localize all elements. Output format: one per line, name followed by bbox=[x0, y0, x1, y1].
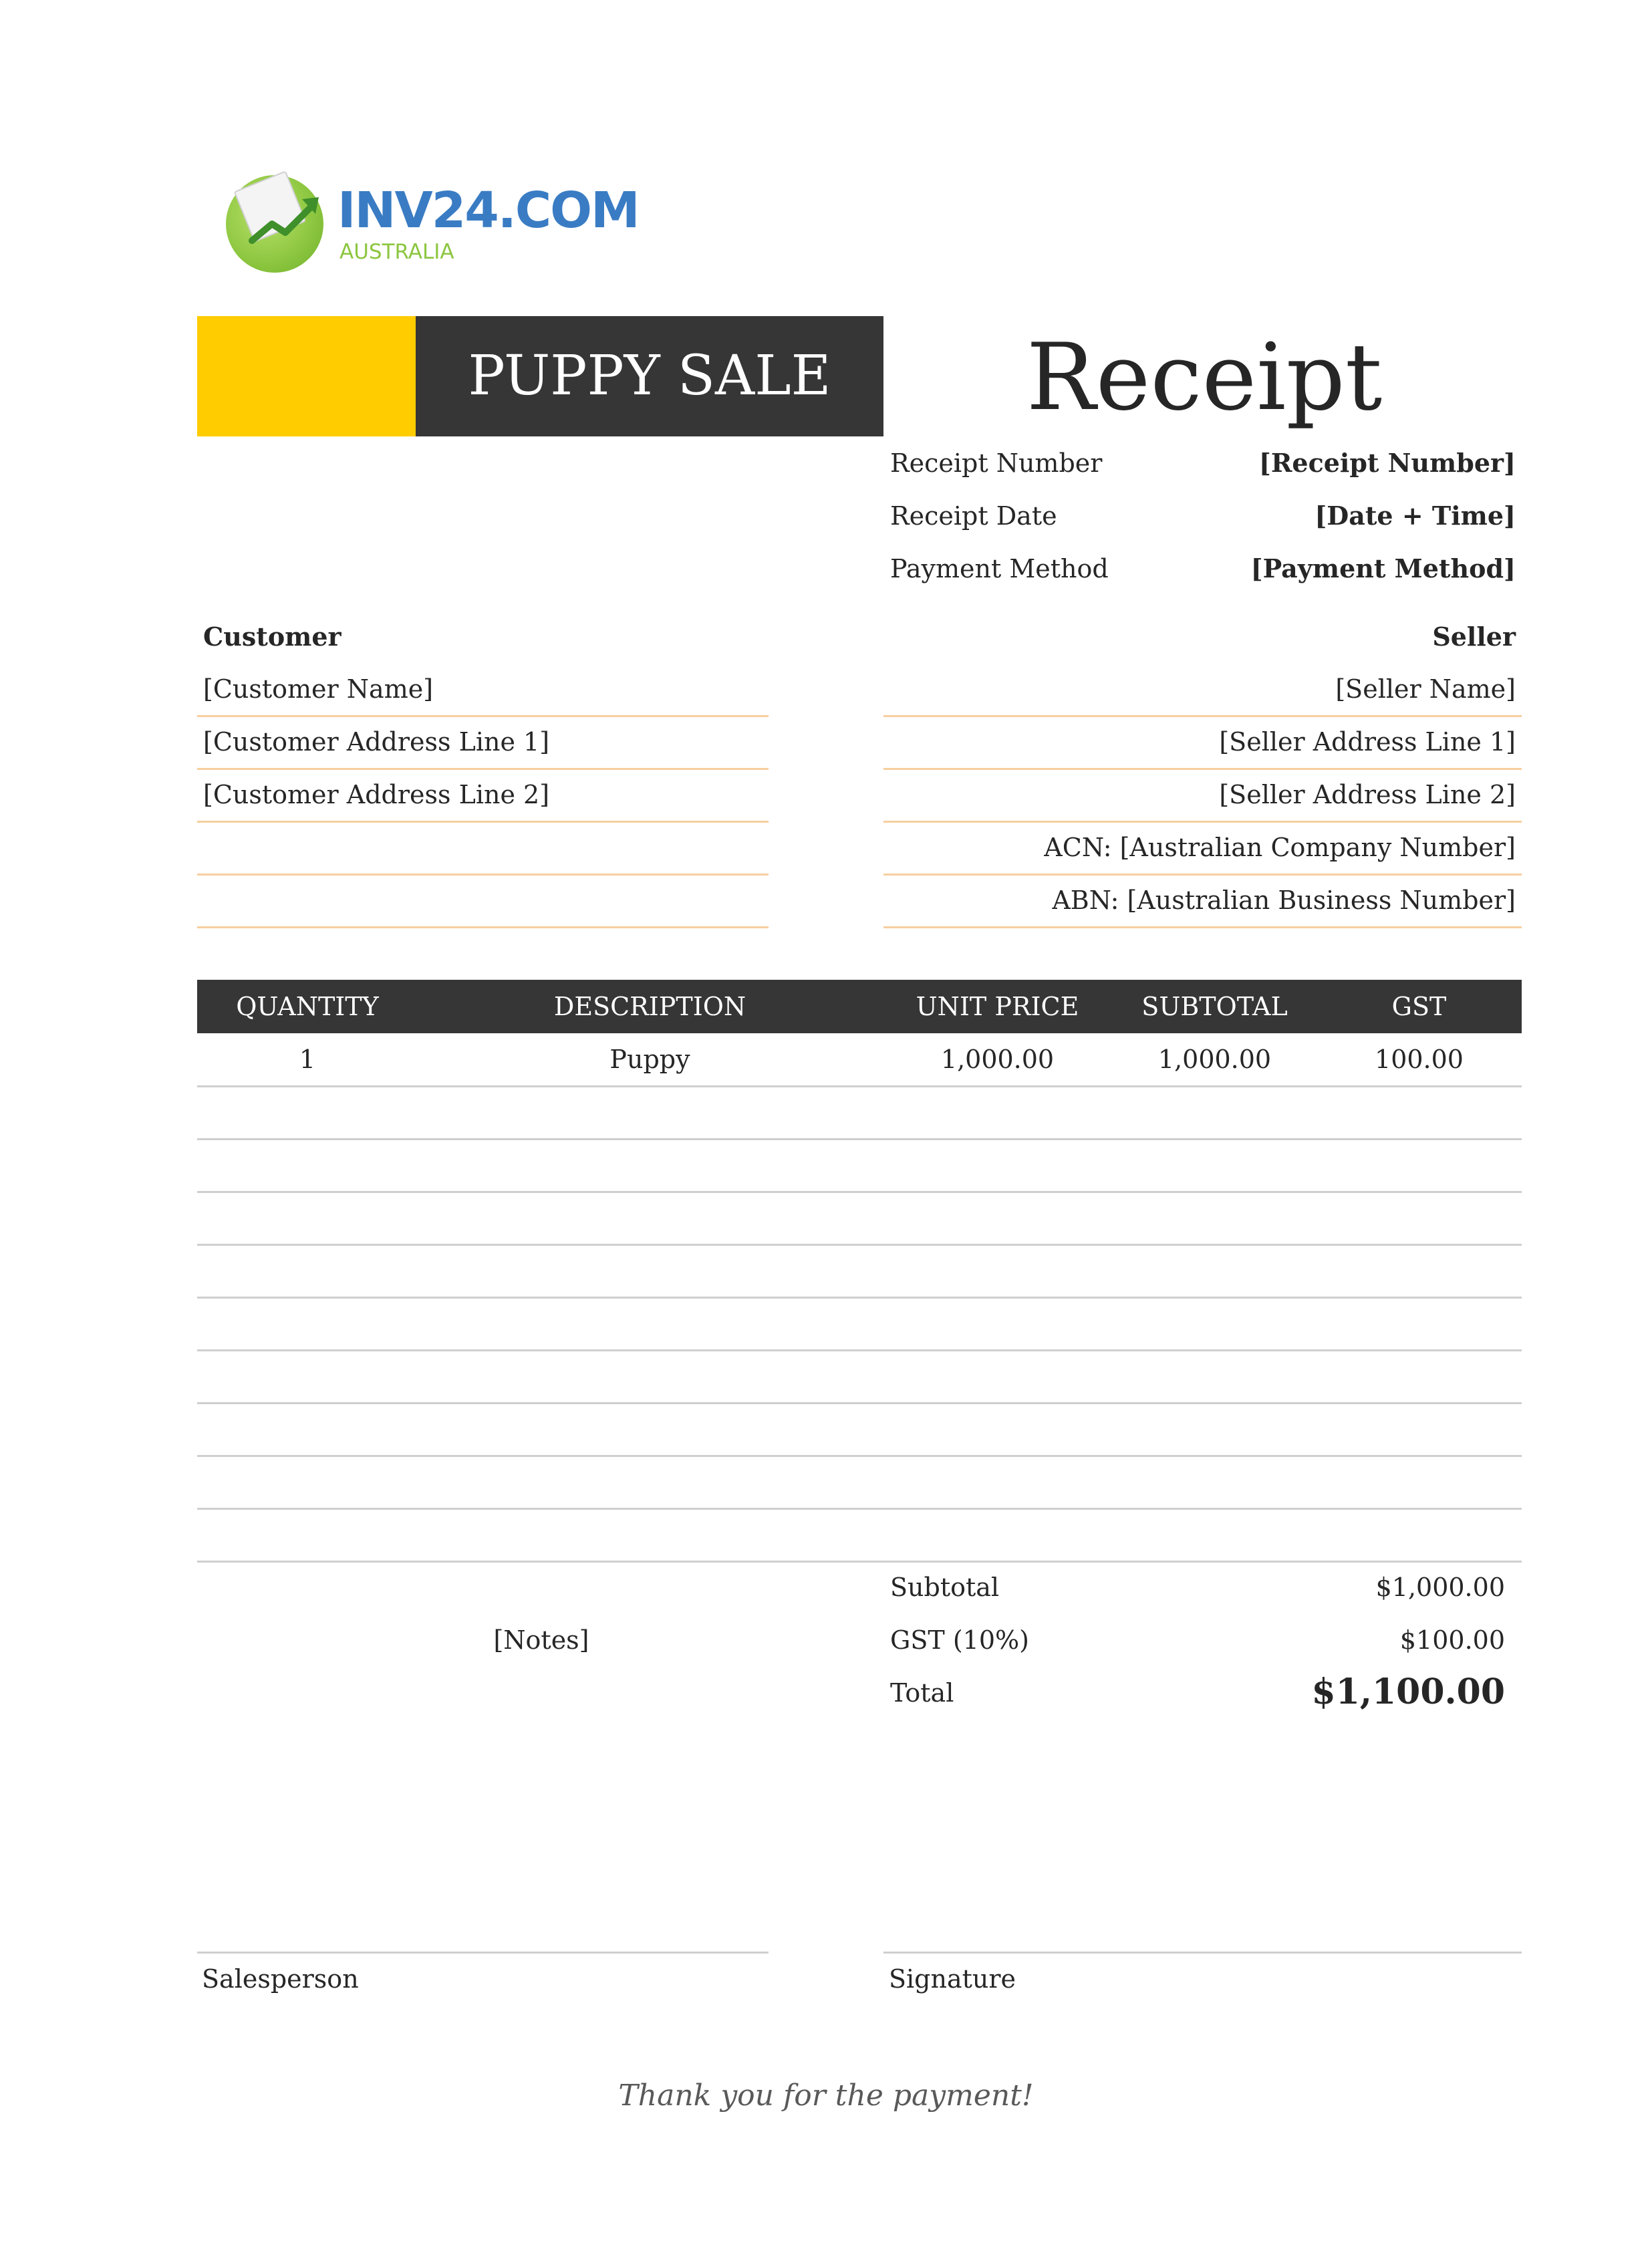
salesperson-label: Salesperson bbox=[202, 1964, 359, 1994]
logo-name: INV24.COM bbox=[337, 182, 639, 239]
cell-unit-price: 1,000.00 bbox=[940, 1045, 1055, 1074]
divider bbox=[197, 874, 769, 876]
column-header-subtotal: SUBTOTAL bbox=[1141, 992, 1288, 1021]
notes: [Notes] bbox=[493, 1625, 589, 1655]
table-row-divider bbox=[197, 1508, 1522, 1510]
divider bbox=[883, 821, 1522, 823]
cell-gst: 100.00 bbox=[1375, 1045, 1464, 1074]
table-row-divider bbox=[197, 1561, 1522, 1563]
customer-name: [Customer Name] bbox=[203, 674, 434, 704]
seller-heading: Seller bbox=[1432, 622, 1516, 652]
table-row-divider bbox=[197, 1085, 1522, 1087]
divider bbox=[883, 768, 1522, 770]
gst-value: $100.00 bbox=[1399, 1625, 1505, 1655]
seller-address-line-1: [Seller Address Line 1] bbox=[1219, 727, 1516, 757]
receipt-number-label: Receipt Number bbox=[890, 448, 1103, 478]
seller-abn: ABN: [Australian Business Number] bbox=[1052, 886, 1516, 915]
receipt-date-label: Receipt Date bbox=[890, 501, 1057, 531]
column-header-description: DESCRIPTION bbox=[553, 992, 746, 1021]
divider bbox=[197, 926, 769, 928]
receipt-date-value: [Date + Time] bbox=[1315, 501, 1516, 531]
cell-description: Puppy bbox=[609, 1045, 690, 1074]
customer-address-line-2: [Customer Address Line 2] bbox=[203, 780, 550, 809]
divider bbox=[197, 821, 769, 823]
divider bbox=[883, 926, 1522, 928]
banner-accent bbox=[197, 316, 416, 436]
table-row-divider bbox=[197, 1455, 1522, 1457]
thank-you-message: Thank you for the payment! bbox=[618, 2079, 1034, 2113]
payment-method-value: [Payment Method] bbox=[1250, 553, 1516, 583]
receipt-number-value: [Receipt Number] bbox=[1258, 448, 1516, 478]
cell-subtotal: 1,000.00 bbox=[1157, 1045, 1272, 1074]
table-row-divider bbox=[197, 1244, 1522, 1246]
column-header-unit-price: UNIT PRICE bbox=[916, 992, 1079, 1021]
total-label: Total bbox=[890, 1678, 954, 1708]
gst-label: GST (10%) bbox=[890, 1625, 1029, 1655]
seller-acn: ACN: [Australian Company Number] bbox=[1044, 833, 1516, 862]
signature-line bbox=[883, 1952, 1522, 1954]
banner-title: PUPPY SALE bbox=[468, 344, 831, 408]
total-value: $1,100.00 bbox=[1311, 1672, 1505, 1712]
subtotal-label: Subtotal bbox=[890, 1573, 1000, 1602]
column-header-gst: GST bbox=[1391, 992, 1447, 1021]
seller-address-line-2: [Seller Address Line 2] bbox=[1219, 780, 1516, 809]
divider bbox=[197, 768, 769, 770]
document-title: Receipt bbox=[1026, 323, 1383, 431]
logo-region: AUSTRALIA bbox=[339, 240, 454, 264]
table-row-divider bbox=[197, 1138, 1522, 1140]
column-header-quantity: QUANTITY bbox=[236, 992, 379, 1021]
table-row-divider bbox=[197, 1297, 1522, 1299]
table-row-divider bbox=[197, 1349, 1522, 1351]
subtotal-value: $1,000.00 bbox=[1375, 1573, 1505, 1602]
customer-address-line-1: [Customer Address Line 1] bbox=[203, 727, 550, 757]
table-row-divider bbox=[197, 1402, 1522, 1404]
logo-arrow-icon bbox=[249, 194, 322, 247]
divider bbox=[883, 715, 1522, 717]
seller-name: [Seller Name] bbox=[1335, 674, 1516, 704]
cell-quantity: 1 bbox=[299, 1045, 316, 1074]
salesperson-line bbox=[197, 1952, 769, 1954]
signature-label: Signature bbox=[889, 1964, 1016, 1994]
customer-heading: Customer bbox=[203, 622, 341, 652]
divider bbox=[197, 715, 769, 717]
divider bbox=[883, 874, 1522, 876]
table-row-divider bbox=[197, 1191, 1522, 1193]
payment-method-label: Payment Method bbox=[890, 554, 1109, 583]
